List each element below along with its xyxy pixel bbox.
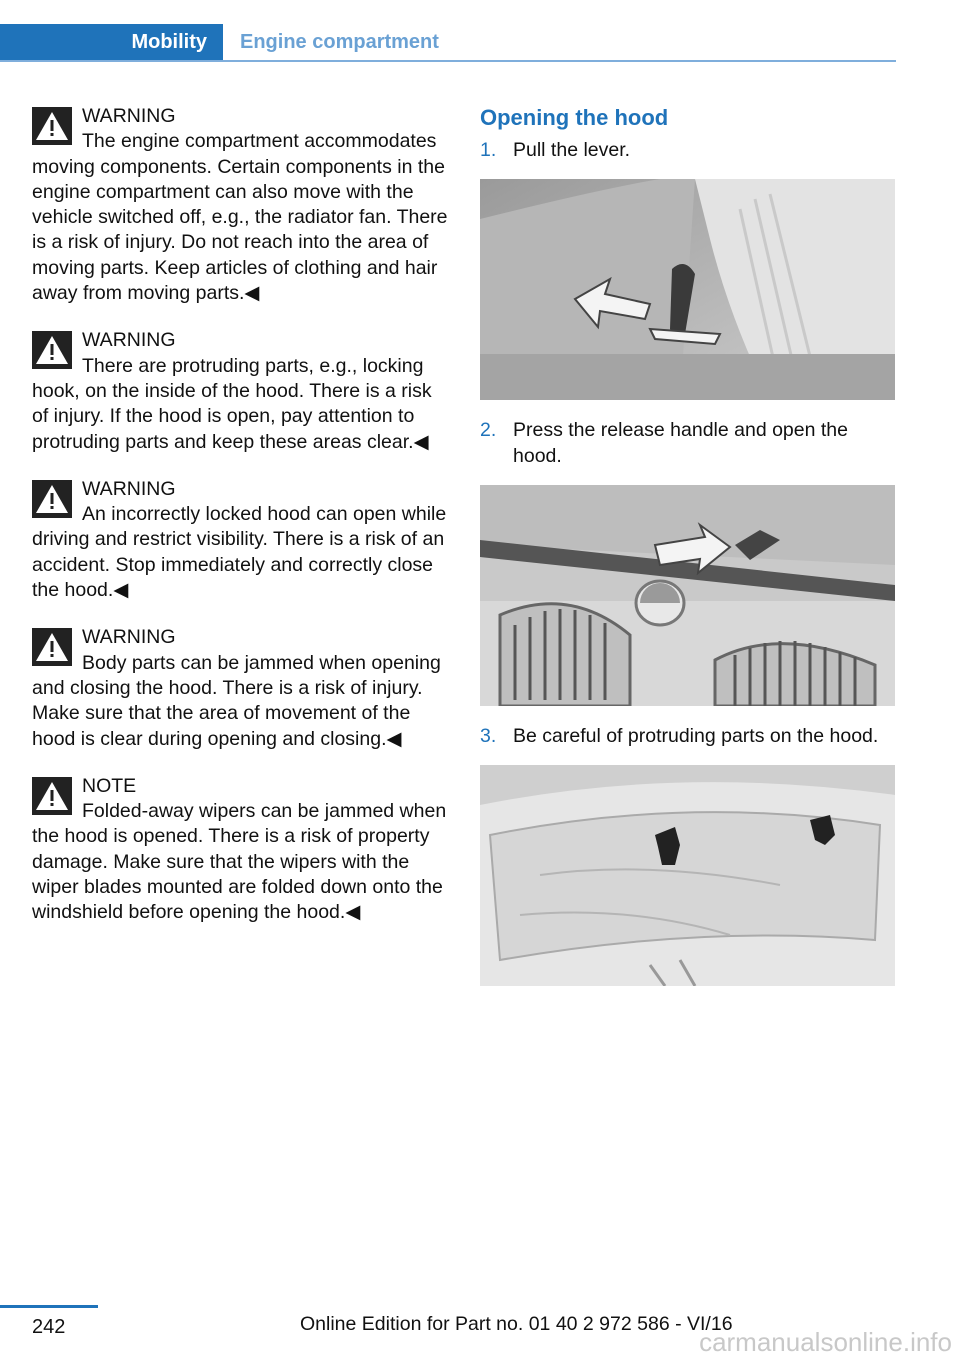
figure-release-handle: [480, 485, 895, 706]
warning-title: WARNING: [82, 626, 176, 649]
figure-hood-underside: [480, 765, 895, 986]
step-text: Press the release handle and open the hood.: [513, 419, 848, 467]
figure-hood-lever: [480, 179, 895, 400]
step-number: 1.: [480, 139, 497, 161]
header-rule: [0, 60, 896, 62]
warnings-column: [32, 104, 448, 948]
warning-block: [32, 625, 448, 751]
step-item: [480, 418, 896, 469]
header-section: Mobility: [0, 24, 223, 60]
section-title: Opening the hood: [480, 105, 669, 130]
warning-icon: [32, 480, 72, 518]
step-item: [480, 138, 896, 163]
warning-text: There are protruding parts, e.g., locking hook, on the inside of the hood. There is a risk of injury. If the hood is open, pay attention to protruding parts and keep these areas clear.◀: [32, 354, 432, 453]
warning-title: WARNING: [82, 477, 176, 500]
step-text: Be careful of protruding parts on the hood.: [513, 724, 879, 747]
header-subsection: Engine compartment: [240, 31, 439, 53]
note-text: Folded-away wipers can be jammed when the hood is opened. There is a risk of property damage. Make sure that the wipers with the wiper blades mounted are folded down onto the windshield before opening the hood.◀: [32, 800, 447, 924]
warning-block: [32, 104, 448, 306]
page-number: 242: [32, 1316, 66, 1338]
warning-icon: [32, 628, 72, 666]
warning-icon: [32, 331, 72, 369]
note-block: [32, 774, 448, 926]
note-title: NOTE: [82, 774, 137, 797]
warning-block: [32, 328, 448, 454]
warning-text: The engine compartment accommodates moving components. Certain components in the engine compartment can also move with the vehicle switched off, e.g., the radiator fan. There is a risk of injury. Do not reach into the area of moving parts. Keep articles of clothing and hair away from moving parts.◀: [32, 130, 448, 305]
step-number: 2.: [480, 419, 497, 442]
warning-text: Body parts can be jammed when opening and closing the hood. There is a risk of injury. Make sure that the area of movement of the hood is clear during opening and closing.◀: [32, 651, 441, 750]
footer-edition: Online Edition for Part no. 01 40 2 972 586 - VI/16: [300, 1313, 733, 1335]
warning-icon: [32, 107, 72, 145]
watermark: carmanualsonline.info: [699, 1327, 952, 1357]
footer-rule: [0, 1305, 98, 1308]
warning-icon: [32, 777, 72, 815]
warning-text: An incorrectly locked hood can open while driving and restrict visibility. There is a risk of an accident. Stop immediately and correctly close the hood.◀: [32, 503, 447, 602]
step-text: Pull the lever.: [513, 139, 631, 161]
instructions-column: [480, 104, 896, 1004]
page-header: [0, 24, 896, 62]
step-item: [480, 724, 896, 749]
warning-title: WARNING: [82, 329, 176, 352]
step-number: 3.: [480, 724, 497, 747]
warning-title: WARNING: [82, 105, 176, 127]
warning-block: [32, 477, 448, 603]
